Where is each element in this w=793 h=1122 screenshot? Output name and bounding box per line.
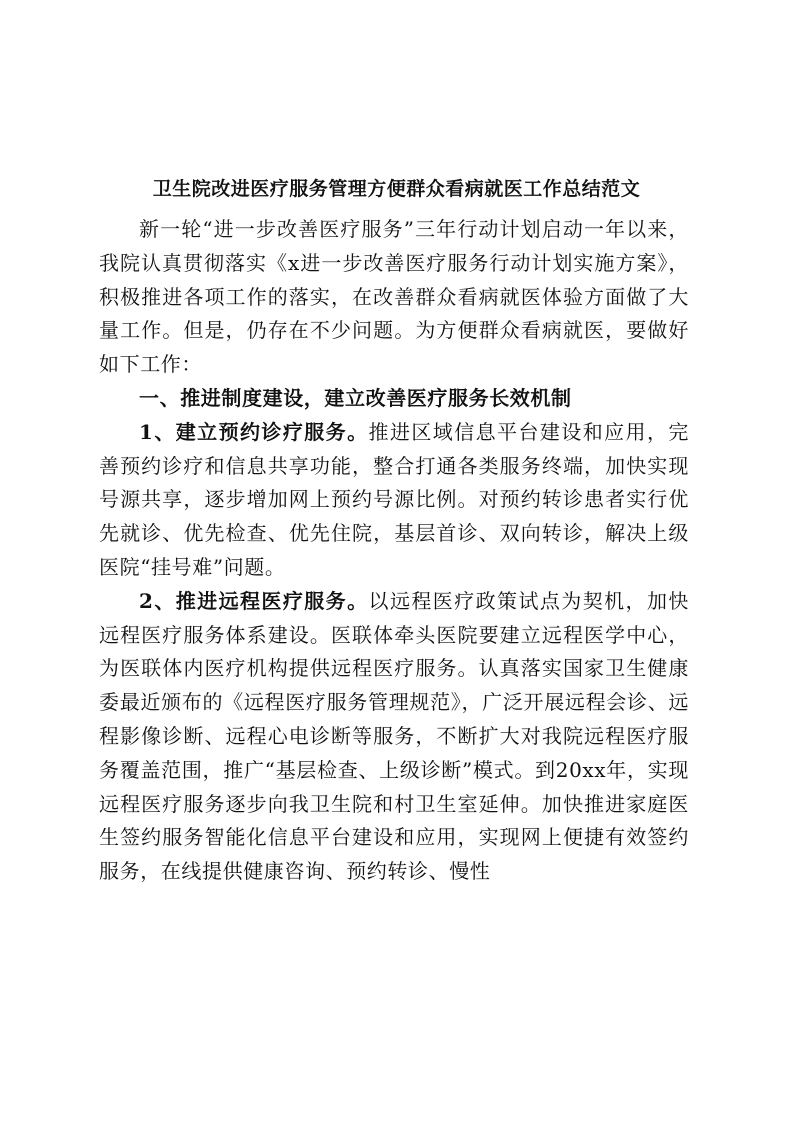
item-2-paragraph — [99, 585, 689, 889]
item-1-lead: 1、建立预约诊疗服务。 — [139, 419, 369, 444]
document-title: 卫生院改进医疗服务管理方便群众看病就医工作总结范文 — [152, 178, 641, 200]
item-2-lead: 2、推进远程医疗服务。 — [139, 588, 369, 613]
item-1-paragraph — [99, 416, 689, 585]
document-body — [99, 213, 689, 889]
item-2-text: 以远程医疗政策试点为契机，加快远程医疗服务体系建设。医联体牵头医院要建立远程医学中心，为医联体内医疗机构提供远程医疗服务。认真落实国家卫生健康委最近颁布的《远程医疗服务管理规范》，广泛开展远程会诊、远程影像诊断、远程心电诊断等服务，不断扩大对我院远程医疗服务覆盖范围，推广“基层检查、上级诊断”模式。到20xx年，实现远程医疗服务逐步向我卫生院和村卫生室延伸。加快推进家庭医生签约服务智能化信息平台建设和应用，实现网上便捷有效签约服务，在线提供健康咨询、预约转诊、慢性 — [99, 588, 689, 884]
section-heading-1: 一、推进制度建设，建立改善医疗服务长效机制 — [139, 385, 572, 410]
intro-paragraph: 新一轮“进一步改善医疗服务”三年行动计划启动一年以来，我院认真贯彻落实《x进一步改善医疗服务行动计划实施方案》，积极推进各项工作的落实，在改善群众看病就医体验方面做了大量工作。但是，仍存在不少问题。为方便群众看病就医，要做好如下工作： — [99, 217, 689, 377]
item-1-text: 推进区域信息平台建设和应用，完善预约诊疗和信息共享功能，整合打通各类服务终端，加快实现号源共享，逐步增加网上预约号源比例。对预约转诊患者实行优先就诊、优先检查、优先住院，基层首诊、双向转诊，解决上级医院“挂号难”问题。 — [99, 419, 689, 579]
